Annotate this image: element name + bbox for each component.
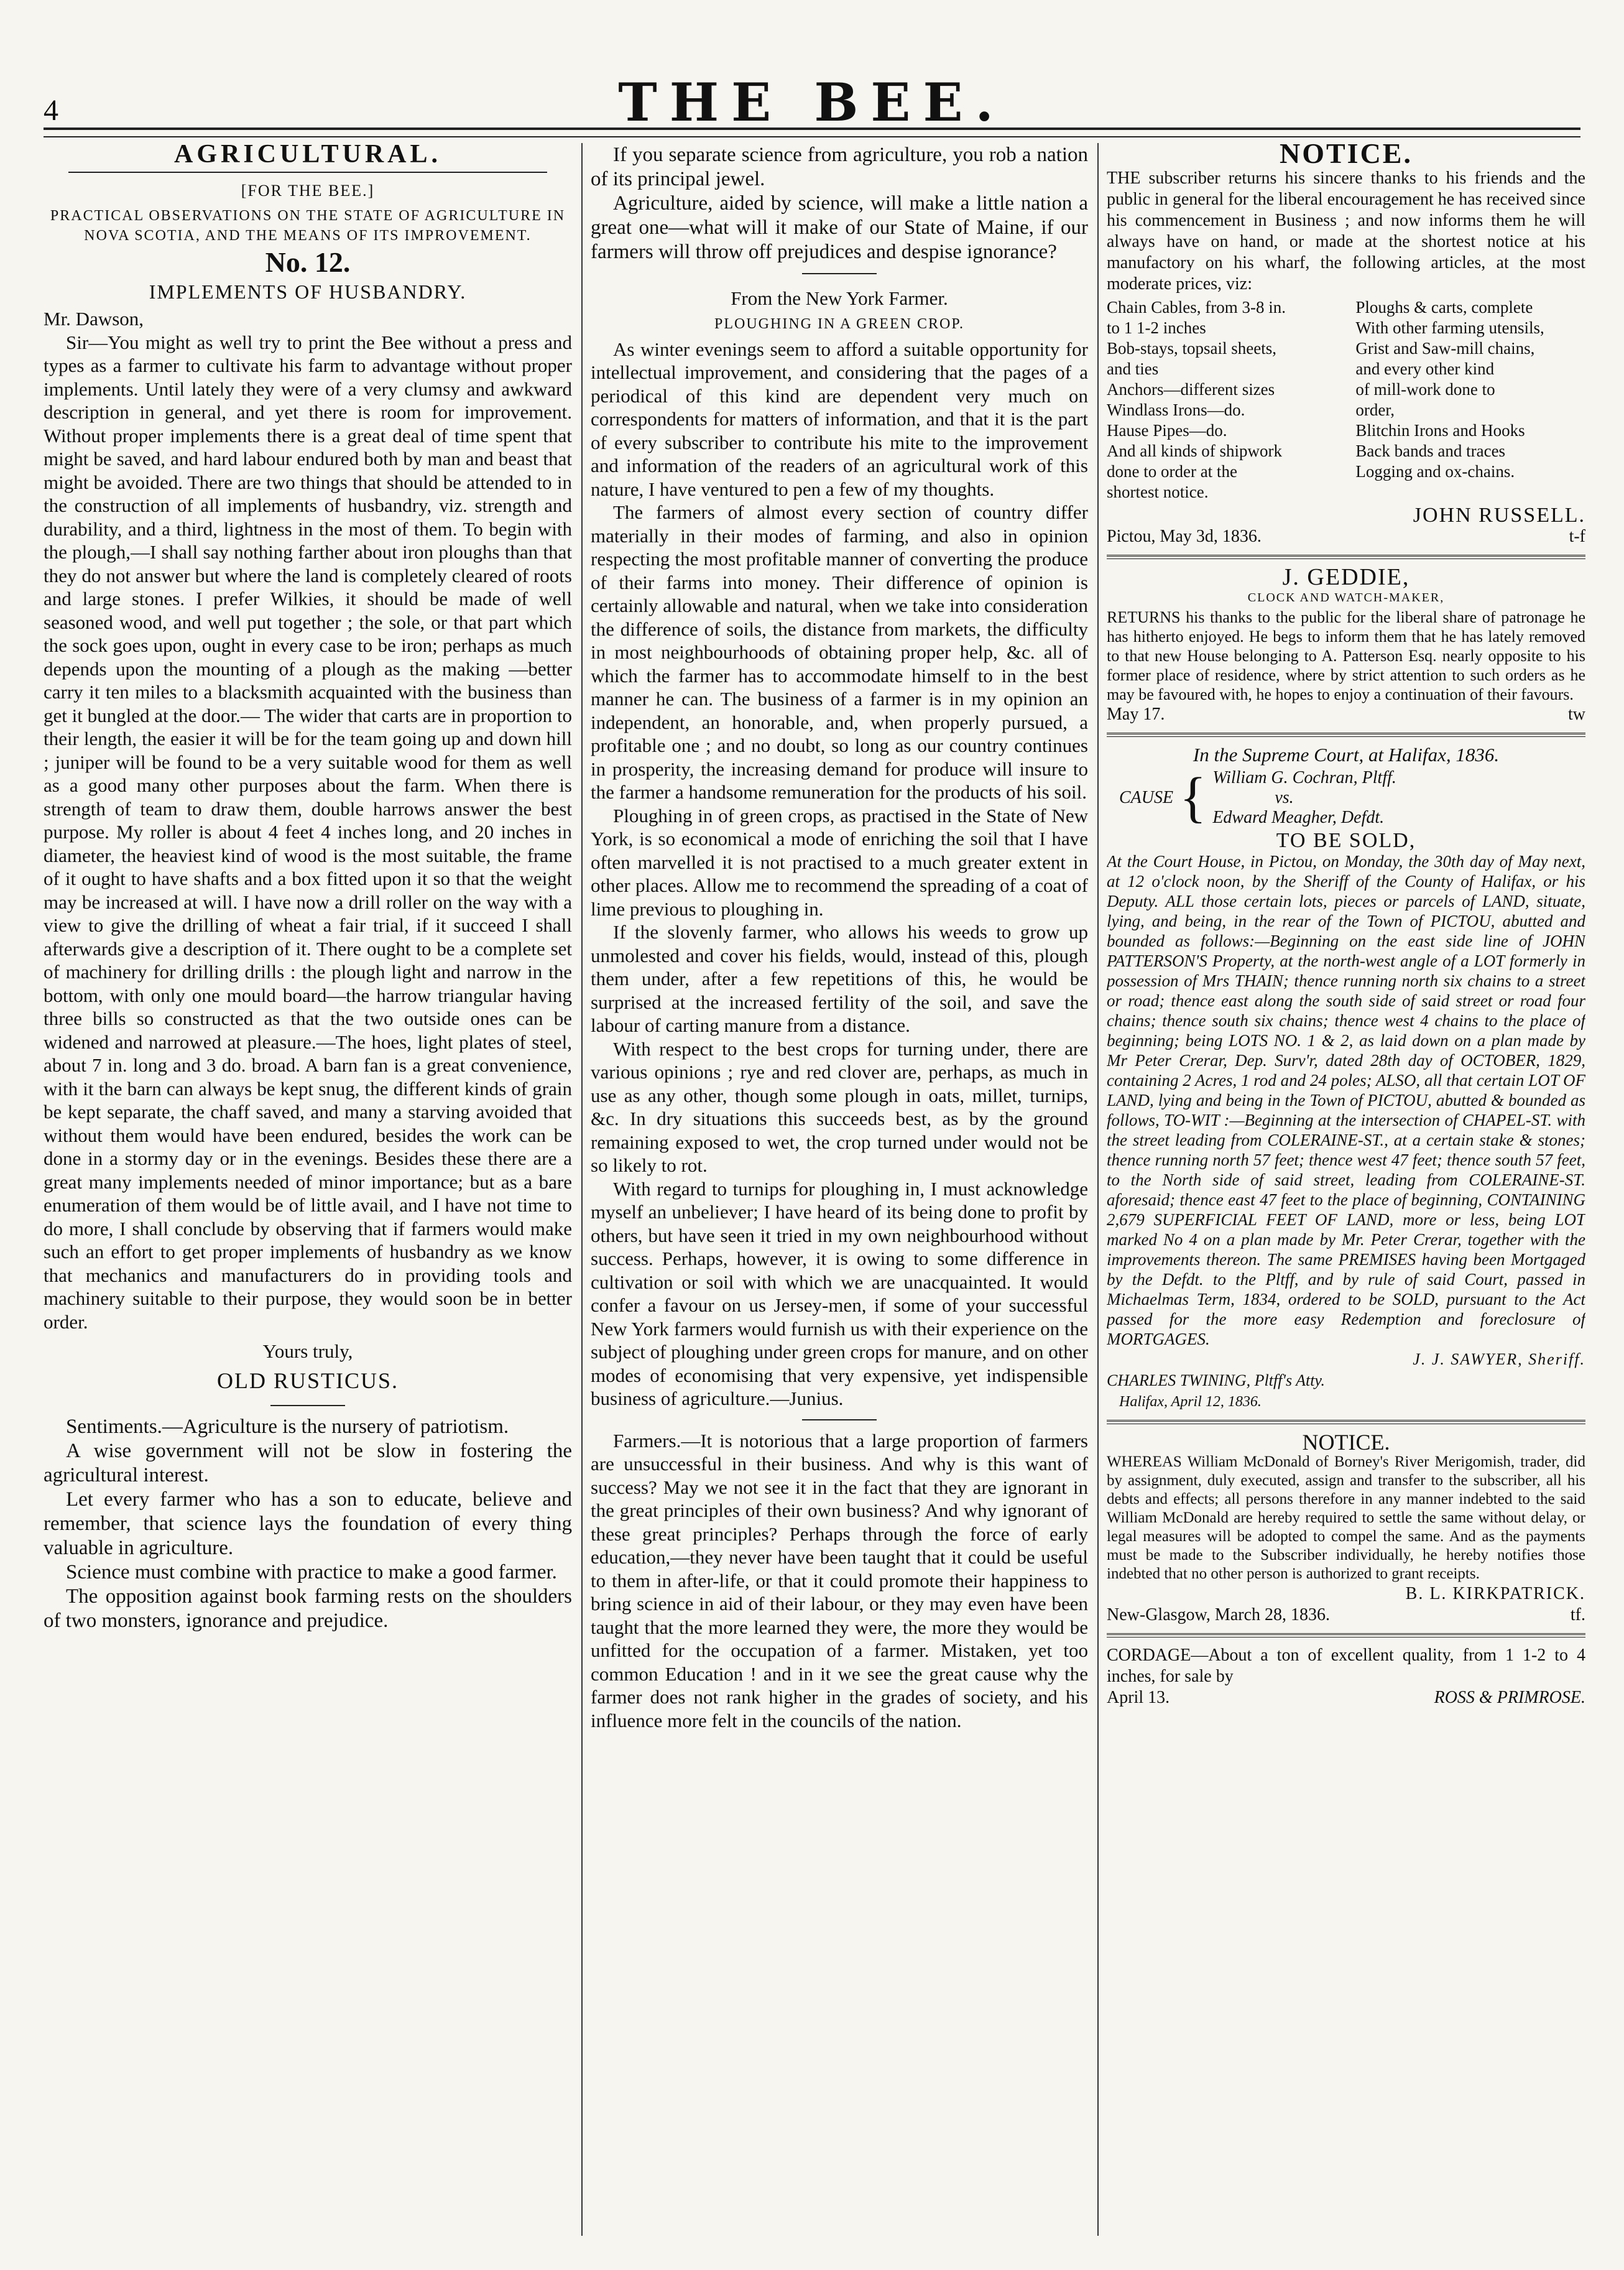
court-text: At the Court House, in Pictou, on Monday, the 30th day of May next, at 12 o'clock noon, by the Sheriff of the County of Halifax, or his Deputy. ALL those certain lots, pieces or parcels of LAND, situate, lying, and being, in the rear of the Town of PICTOU, abutted and bounded as follows:—Beginning on the east side line of JOHN PATTERSON'S Property, at the north-west angle of a LOT formerly in possession of Mrs THAIN; thence running north six chains to a street or road; thence east along the south side of said street or road four chains; thence south six chains; thence west 4 chains to the place of beginning; being LOTS NO. 1 & 2, as laid down on a plan made by Mr Peter Crerar, Dep. Surv'r, dated 28th day of OCTOBER, 1829, containing 2 Acres, 1 rod and 24 poles; ALSO, all that certain LOT OF LAND, lying and being in the Town of PICTOU, abutted & bounded as follows, TO-WIT :—Beginning at the intersection of CHAPEL-ST. with the street leading from COLERAINE-ST., at a certain stake & stones; thence running north 57 feet; thence west 47 feet; thence south 57 feet, to the North side of said street, leading from COLERAINE-ST. aforesaid; thence east 47 feet to the place of beginning, CONTAINING 2,679 SUPERFICIAL FEET OF LAND, more or less, being LOT marked No 4 on a plan made by Mr. Peter Crerar, together with the improvements thereon. The same PREMISES having been Mortgaged by the Defdt. to the Pltff, and by rule of said Court, passed in Michaelmas Term, 1834, ordered to be SOLD, pursuant to the Act passed for the more easy Redemption and foreclosure of MORTGAGES. [1107, 852, 1585, 1348]
item: to 1 1-2 inches [1107, 318, 1206, 337]
attorney: CHARLES TWINING, Pltff's Atty. [1107, 1371, 1326, 1389]
notice-russell [1107, 143, 1585, 547]
sentiment: Let every farmer who has a son to educate, believe and remember, that science lays the foundation of every thing valuable in agriculture. [44, 1488, 572, 1559]
ad-divider [1107, 1633, 1585, 1638]
notice-text: RETURNS his thanks to the public for the liberal share of patronage he has hitherto enjoyed. He begs to inform them that he has lately removed to that new House belonging to A. Patterson Esq. nearly opposite to his former place of residence, where by strict attention to such orders as he may be favoured with, he hopes to enjoy a continuation of their favours. [1107, 608, 1585, 703]
place-date: Pictou, May 3d, 1836. [1107, 527, 1262, 546]
salutation: Mr. Dawson, [44, 308, 144, 330]
date: May 17. [1107, 705, 1165, 724]
sentiment: Sentiments.—Agriculture is the nursery of patriotism. [66, 1415, 509, 1438]
trade: CLOCK AND WATCH-MAKER, [1247, 591, 1445, 605]
advertiser-name: JOHN RUSSELL. [1413, 504, 1585, 527]
item: of mill-work done to [1355, 380, 1495, 399]
item: With other farming utensils, [1355, 318, 1544, 337]
notice-kirkpatrick [1107, 1432, 1585, 1626]
item: Hause Pipes—do. [1107, 421, 1227, 440]
item: order, [1355, 401, 1395, 419]
cause-label: CAUSE [1119, 788, 1174, 807]
intro-paragraph: Agriculture, aided by science, will make a little nation a great one—what will it make of our State of Maine, if our farmers will throw off prejudices and despise ignorance? [591, 192, 1088, 263]
brace-icon: { [1179, 767, 1207, 828]
divider [270, 1405, 345, 1406]
item: done to order at the [1107, 462, 1237, 481]
sale-heading: TO BE SOLD, [1276, 829, 1416, 852]
notice-title: NOTICE. [1302, 1430, 1390, 1455]
court-date: Halifax, April 12, 1836. [1119, 1394, 1262, 1410]
date: April 13. [1107, 1688, 1170, 1707]
parties [1212, 768, 1396, 828]
article-number: No. 12. [265, 246, 351, 278]
page-number: 4 [44, 94, 58, 127]
items-list [1107, 297, 1585, 503]
notice-text: WHEREAS William McDonald of Borney's River Merigomish, trader, did by assignment, duly executed, assign and transfer to the subscriber, all his debts and effects; all persons therefore in any manner indebted to the said William McDonald are hereby required to settle the same without delay, or legal measures will be adopted to compel the same. And as the payments must be made to the Subscriber individually, he hereby notifies those indebted that no other person is authorized to grant receipts. [1107, 1453, 1585, 1582]
sentiment: A wise government will not be slow in fostering the agricultural interest. [44, 1440, 572, 1486]
paragraph: With regard to turnips for ploughing in, I must acknowledge myself an unbeliever; I have heard of its being done to profit by others, but have seen it tried in my own neighbourhood without success. Perhaps, however, it is owing to some difference in cultivation or soil with which we are unacquainted. It would confer a favour on us Jersey-men, if some of your successful New York farmers would furnish us with their experience on the subject of ploughing under green crops for manure, and on other modes of economising that very expensive, yet indispensible business of agriculture.—Junius. [591, 1177, 1088, 1409]
notice-text: THE subscriber returns his sincere thanks to his friends and the public in general for the liberal encouragement he has received since his commencement in Business ; and now informs them he will always have on hand, or made at the shortest notice at his manufactory on his wharf, the following articles, at the most moderate prices, viz: [1107, 169, 1585, 294]
article-title: IMPLEMENTS OF HUSBANDRY. [149, 280, 467, 303]
item: Windlass Irons—do. [1107, 401, 1245, 419]
item: And all kinds of shipwork [1107, 442, 1282, 460]
items-left [1107, 297, 1337, 503]
insertion-code: tw [1568, 705, 1585, 724]
advertiser-name: B. L. KIRKPATRICK. [1405, 1584, 1585, 1603]
paragraph: The farmers of almost every section of country differ materially in their modes of farming, and also in opinion respecting the most profitable manner of converting the produce of their farms into money. Their difference of opinion is certainly allowable and natural, when we take into consideration the difference of soils, the distance from markets, the difficulty in most neighbourhoods of obtaining proper help, &c. all of which the farmer has to accommodate himself to in the best manner he can. The business of a farmer is in my opinion an independent, an honorable, and, when properly pursued, a profitable one ; and no doubt, so long as our country continues in prosperity, the increasing demand for produce will insure to the farmer a handsome remuneration for the products of his soil. [591, 501, 1088, 803]
item: Ploughs & carts, complete [1355, 298, 1533, 317]
series-title: PRACTICAL OBSERVATIONS ON THE STATE OF AGRICULTURE IN NOVA SCOTIA, AND THE MEANS OF ITS IMPROVEMENT. [50, 208, 566, 244]
date-line [1107, 1687, 1585, 1708]
divider [802, 273, 877, 274]
item: Grist and Saw-mill chains, [1355, 339, 1535, 358]
item: Anchors—different sizes [1107, 380, 1275, 399]
place-date-line [1107, 526, 1585, 547]
ad-divider [1107, 555, 1585, 559]
sheriff: J. J. SAWYER, Sheriff. [1413, 1350, 1585, 1368]
section-heading: AGRICULTURAL. [173, 143, 442, 169]
item: and ties [1107, 359, 1159, 378]
column-divider-2 [1097, 143, 1099, 2236]
masthead-rule [44, 127, 1580, 137]
item: Back bands and traces [1355, 442, 1506, 460]
paragraph: If the slovenly farmer, who allows his weeds to grow up unmolested and cover his fields, would, instead of this, plough them under, after a few repetitions of this, he would be surprised at the increased fertility of the soil, and save the labour of carting manure from a distance. [591, 921, 1088, 1036]
closing: Yours truly, [262, 1340, 353, 1362]
item: Chain Cables, from 3-8 in. [1107, 298, 1286, 317]
versus: vs. [1275, 788, 1294, 807]
ad-divider [1107, 1420, 1585, 1424]
sentiment: Science must combine with practice to make a good farmer. [66, 1561, 557, 1583]
item: and every other kind [1355, 359, 1495, 378]
defendant: Edward Meagher, Defdt. [1212, 808, 1385, 827]
article-body: Sir—You might as well try to print the Bee without a press and types as a farmer to cultivate his farm to advantage without proper implements. Until lately they were of a very clumsy and awkward description in general, and yet there is room for improvement. Without proper implements there is a great deal of time spent that might be saved, and hard labour endured both by man and beast that might be avoided. There are two things that should be attended to in the construction of all implements of husbandry, viz. strength and durability, and a third, lightness in the most of them. To begin with the plough,—I shall say nothing farther about iron ploughs than that they do not answer but where the land is completely cleared of roots and large stones. I prefer Wilkies, it should be made of well seasoned wood, and well put together ; the sole, or that part which the sock goes upon, ought in every case to be iron; perhaps as much depends upon the mounting of a plough as the making —better carry it ten miles to a blacksmith acquainted with the business than get it bungled at the door.— The wider that carts are in proportion to their length, the easier it will be for the team going up and down hill ; juniper will be found to be a very suitable wood for them as well as a good many other purposes about the farm. When there is strength of team to draw them, double harrows answer the best purpose. My roller is about 4 feet 4 inches long, and 20 inches in diameter, the heaviest kind of wood is the most suitable, the frame of it ought to have shafts and a box fitted upon it so that the weight may be increased at will. I have now a drill roller on the way with a view to give the drilling of wheat a fair trial, if it succeed I shall afterwards give a description of it. There ought to be a complete set of machinery for drilling drills : the plough light and narrow in the bottom, with only one mould board—the harrow triangular having three bills so constructed as that the two outside ones can be widened and narrowed at pleasure.—The hoes, light plates of steel, about 7 in. long and 3 do. broad. A barn fan is a great convenience, with it the barn can always be kept snug, the different kinds of grain be kept separate, the chaff saved, and many a starving avoided that without them would have been endured, besides the work can be done in a stormy day or in the evenings. Besides these there are a great many implements needed of minor importance; but as a bare enumeration of them would be of little avail, and I have not time to do more, I shall conclude by observing that if farmers would make such an effort to get proper implements of husbandry as we know that mechanics and manufacturers do in providing tools and machinery suitable to their purpose, they would soon be in better order. [44, 331, 572, 1333]
divider [802, 1419, 877, 1420]
column-advertisements [1107, 143, 1585, 2233]
insertion-code: t-f [1569, 527, 1585, 546]
insertion-code: tf. [1570, 1605, 1585, 1624]
column-ploughing [591, 143, 1088, 2233]
item: Bob-stays, topsail sheets, [1107, 339, 1276, 358]
items-right [1355, 297, 1585, 503]
paragraph: Ploughing in of green crops, as practised in the State of New York, is so economical a mode of enriching the soil that I have often marvelled it is not practised to a much greater extent in other places. Allow me to recommend the spreading of a coat of lime previous to ploughing in. [591, 804, 1088, 920]
for-the-bee: [FOR THE BEE.] [241, 181, 375, 200]
item: Blitchin Irons and Hooks [1355, 421, 1525, 440]
column-divider-1 [581, 143, 583, 2236]
source-line: From the New York Farmer. [731, 287, 948, 309]
date-line [1107, 704, 1585, 725]
court-notice [1107, 744, 1585, 1412]
newspaper-title: THE BEE. [618, 72, 1006, 133]
item: shortest notice. [1107, 483, 1209, 501]
place-date-line [1107, 1605, 1585, 1626]
paragraph: With respect to the best crops for turning under, there are various opinions ; rye and red clover are, perhaps, as much in use as any other, though some plough in oats, millet, turnips, &c. In dry situations this succeeds best, as by the ground remaining exposed to wet, the crop turned under would not be so likely to rot. [591, 1037, 1088, 1176]
place-date: New-Glasgow, March 28, 1836. [1107, 1605, 1330, 1624]
sentiments-block [44, 1415, 572, 1633]
signature: OLD RUSTICUS. [216, 1368, 399, 1393]
paragraph: As winter evenings seem to afford a suitable opportunity for intellectual improvement, and considering that the pages of a periodical of this kind are dependent very much on correspondents for matters of information, and that it is the part of every subscriber to contribute his mite to the improvement and information of the readers of an agricultural work of this nature, I have ventured to pen a few of my thoughts. [591, 338, 1088, 500]
cordage-text: CORDAGE—About a ton of excellent quality, from 1 1-2 to 4 inches, for sale by [1107, 1646, 1585, 1686]
farmers-paragraph: Farmers.—It is notorious that a large proportion of farmers are unsuccessful in their business. And why is this want of success? May we not see it in the fact that they are ignorant in the great principles of their own business? And why ignorant of these great principles? Perhaps through the force of early education,—they never have been taught that it could be useful to them in after-life, or that it could promote their happiness to bring science in aid of their labour, or they may even have been taught that the more learned they were, the more they would be unfitted for the occupation of a farmer. Mistaken, yet too common Education ! and in it we see the great cause why the farmer does not rank higher in the grades of society, and his influence more felt in the councils of the nation. [591, 1429, 1088, 1731]
seller: ROSS & PRIMROSE. [1434, 1688, 1585, 1707]
section-rule [68, 172, 547, 173]
notice-geddie [1107, 564, 1585, 725]
article-title: PLOUGHING IN A GREEN CROP. [714, 315, 965, 332]
plaintiff: William G. Cochran, Pltff. [1212, 768, 1396, 787]
intro-paragraph: If you separate science from agriculture, you rob a nation of its principal jewel. [591, 144, 1088, 190]
cause-block [1119, 768, 1585, 828]
cordage-ad [1107, 1645, 1585, 1708]
item: Logging and ox-chains. [1355, 462, 1515, 481]
column-agricultural [44, 143, 572, 2233]
court-title: In the Supreme Court, at Halifax, 1836. [1193, 744, 1500, 766]
notice-title: NOTICE. [1280, 143, 1413, 169]
advertiser-name: J. GEDDIE, [1282, 564, 1410, 590]
ad-divider [1107, 733, 1585, 737]
sentiment: The opposition against book farming rests on the shoulders of two monsters, ignorance and prejudice. [44, 1585, 572, 1632]
